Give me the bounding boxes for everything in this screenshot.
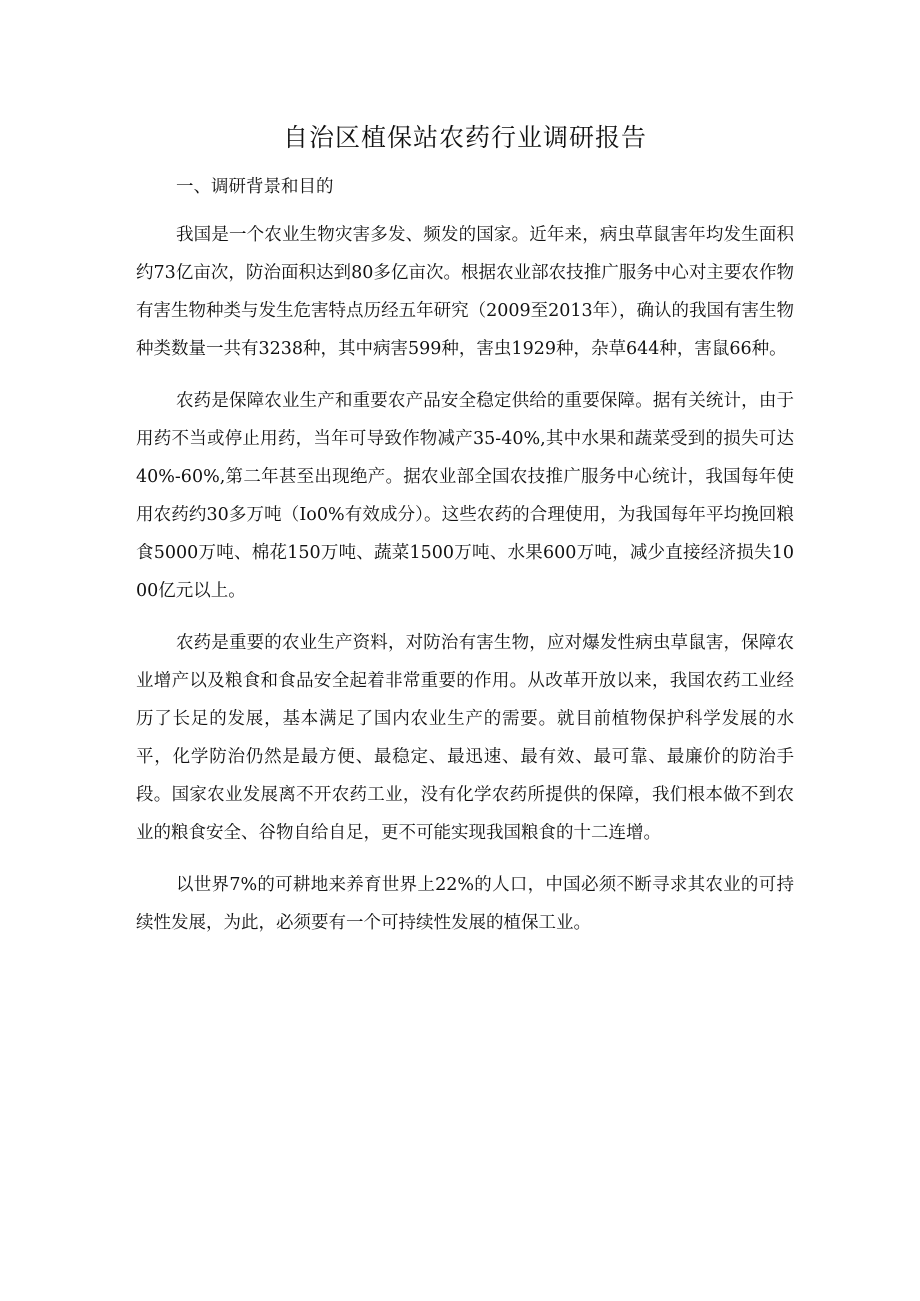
paragraph-3: 农药是重要的农业生产资料，对防治有害生物，应对爆发性病虫草鼠害，保障农业增产以及粮食和食品安全起着非常重要的作用。从改革开放以来，我国农药工业经历了长足的发展，基本满足了国内农业生产的需要。就目前植物保护科学发展的水平，化学防治仍然是最方便、最稳定、最迅速、最有效、最可靠、最廉价的防治手段。国家农业发展离不开农药工业，没有化学农药所提供的保障，我们根本做不到农业的粮食安全、谷物自给自足，更不可能实现我国粮食的十二连增。	[136, 633, 794, 843]
paragraph-1: 我国是一个农业生物灾害多发、频发的国家。近年来，病虫草鼠害年均发生面积约73亿亩次，防治面积达到80多亿亩次。根据农业部农技推广服务中心对主要农作物有害生物种类与发生危害特点历经五年研究（2009至2013年），确认的我国有害生物种类数量一共有3238种，其中病害599种，害虫1929种，杂草644种，害鼠66种。	[136, 225, 794, 359]
paragraph-2: 农药是保障农业生产和重要农产品安全稳定供给的重要保障。据有关统计，由于用药不当或停止用药，当年可导致作物减产35-40%,其中水果和蔬菜受到的损失可达40%-60%,第二年甚至出现绝产。据农业部全国农技推广服务中心统计，我国每年使用农药约30多万吨（Io0%有效成分）。这些农药的合理使用，为我国每年平均挽回粮食5000万吨、棉花150万吨、蔬菜1500万吨、水果600万吨，减少直接经济损失1000亿元以上。	[136, 391, 794, 601]
section-heading: 一、调研背景和目的	[176, 177, 334, 197]
document-title: 自治区植保站农药行业调研报告	[282, 123, 647, 152]
paragraph-4: 以世界7%的可耕地来养育世界上22%的人口，中国必须不断寻求其农业的可持续性发展，为此，必须要有一个可持续性发展的植保工业。	[136, 875, 794, 933]
